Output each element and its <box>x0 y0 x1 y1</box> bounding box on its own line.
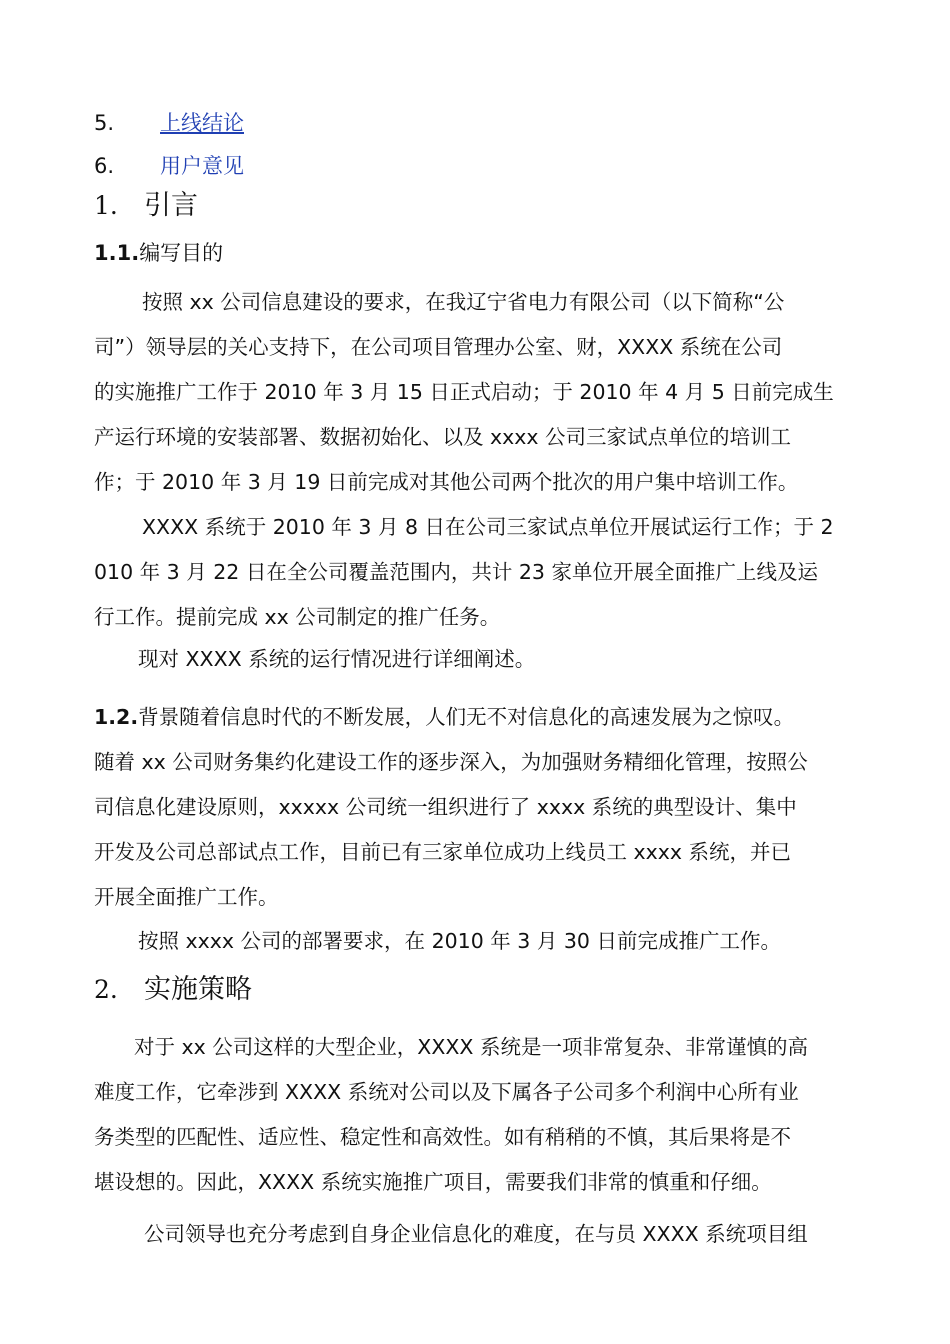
text-line: 开发及公司总部试点工作，目前已有三家单位成功上线员工 xxxx 系统，并已 <box>94 840 792 864</box>
section-number: 1.2. <box>94 705 139 729</box>
paragraph-purpose-3 <box>94 637 864 682</box>
toc-number: 5. <box>94 111 115 135</box>
text-line: 司”）领导层的关心支持下，在公司项目管理办公室、财，XXXX 系统在公司 <box>94 335 783 359</box>
text-line: 按照 xx 公司信息建设的要求，在我辽宁省电力有限公司（以下简称“公 <box>142 290 785 314</box>
text-line: 务类型的匹配性、适应性、稳定性和高效性。如有稍稍的不慎，其后果将是不 <box>94 1125 791 1149</box>
paragraph-purpose-1 <box>94 280 864 505</box>
section-number: 1. <box>94 191 118 220</box>
section-title: 引言 <box>144 190 198 221</box>
paragraph-background <box>94 695 864 920</box>
text-line: 作；于 2010 年 3 月 19 日前完成对其他公司两个批次的用户集中培训工作。 <box>94 470 799 494</box>
paragraph-strategy-1 <box>94 1025 864 1205</box>
text-line: XXXX 系统于 2010 年 3 月 8 日在公司三家试点单位开展试运行工作；于 2 <box>142 515 834 539</box>
section-number: 2. <box>94 975 118 1004</box>
toc-link-user-opinion[interactable]: 用户意见 <box>160 154 244 178</box>
section-title: 编写目的 <box>139 241 224 265</box>
text-line-content: 背景随着信息时代的不断发展，人们无不对信息化的高速发展为之惊叹。 <box>138 705 795 729</box>
section-1-1-heading <box>94 238 223 268</box>
text-line: 现对 XXXX 系统的运行情况进行详细阐述。 <box>138 647 536 671</box>
toc-item-6[interactable] <box>94 151 244 181</box>
text-line <box>94 695 864 740</box>
paragraph-purpose-2 <box>94 505 864 640</box>
text-line: 难度工作，它牵涉到 XXXX 系统对公司以及下属各子公司多个利润中心所有业 <box>94 1080 799 1104</box>
text-line: 的实施推广工作于 2010 年 3 月 15 日正式启动；于 2010 年 4 月 5 日前完成生 <box>94 380 834 404</box>
paragraph-background-2 <box>94 919 864 964</box>
toc-item-5[interactable] <box>94 108 244 138</box>
text-line: 对于 xx 公司这样的大型企业，XXXX 系统是一项非常复杂、非常谨慎的高 <box>134 1035 808 1059</box>
section-number: 1.1. <box>94 241 140 265</box>
text-line: 按照 xxxx 公司的部署要求，在 2010 年 3 月 30 日前完成推广工作。 <box>138 929 781 953</box>
text-line: 产运行环境的安装部署、数据初始化、以及 xxxx 公司三家试点单位的培训工 <box>94 425 792 449</box>
text-line: 堪设想的。因此，XXXX 系统实施推广项目，需要我们非常的慎重和仔细。 <box>94 1170 772 1194</box>
section-2-heading <box>94 972 252 1008</box>
toc-link-conclusion[interactable]: 上线结论 <box>160 111 244 135</box>
paragraph-strategy-2 <box>94 1212 864 1257</box>
text-line: 司信息化建设原则，xxxxx 公司统一组织进行了 xxxx 系统的典型设计、集中 <box>94 795 797 819</box>
text-line: 公司领导也充分考虑到自身企业信息化的难度，在与员 XXXX 系统项目组 <box>144 1222 808 1246</box>
section-1-heading <box>94 188 198 224</box>
text-line: 行工作。提前完成 xx 公司制定的推广任务。 <box>94 605 501 629</box>
text-line: 随着 xx 公司财务集约化建设工作的逐步深入，为加强财务精细化管理，按照公 <box>94 750 808 774</box>
text-line: 010 年 3 月 22 日在全公司覆盖范围内，共计 23 家单位开展全面推广上线及运 <box>94 560 818 584</box>
text-line: 开展全面推广工作。 <box>94 885 279 909</box>
toc-number: 6. <box>94 154 115 178</box>
section-title: 实施策略 <box>144 974 252 1005</box>
